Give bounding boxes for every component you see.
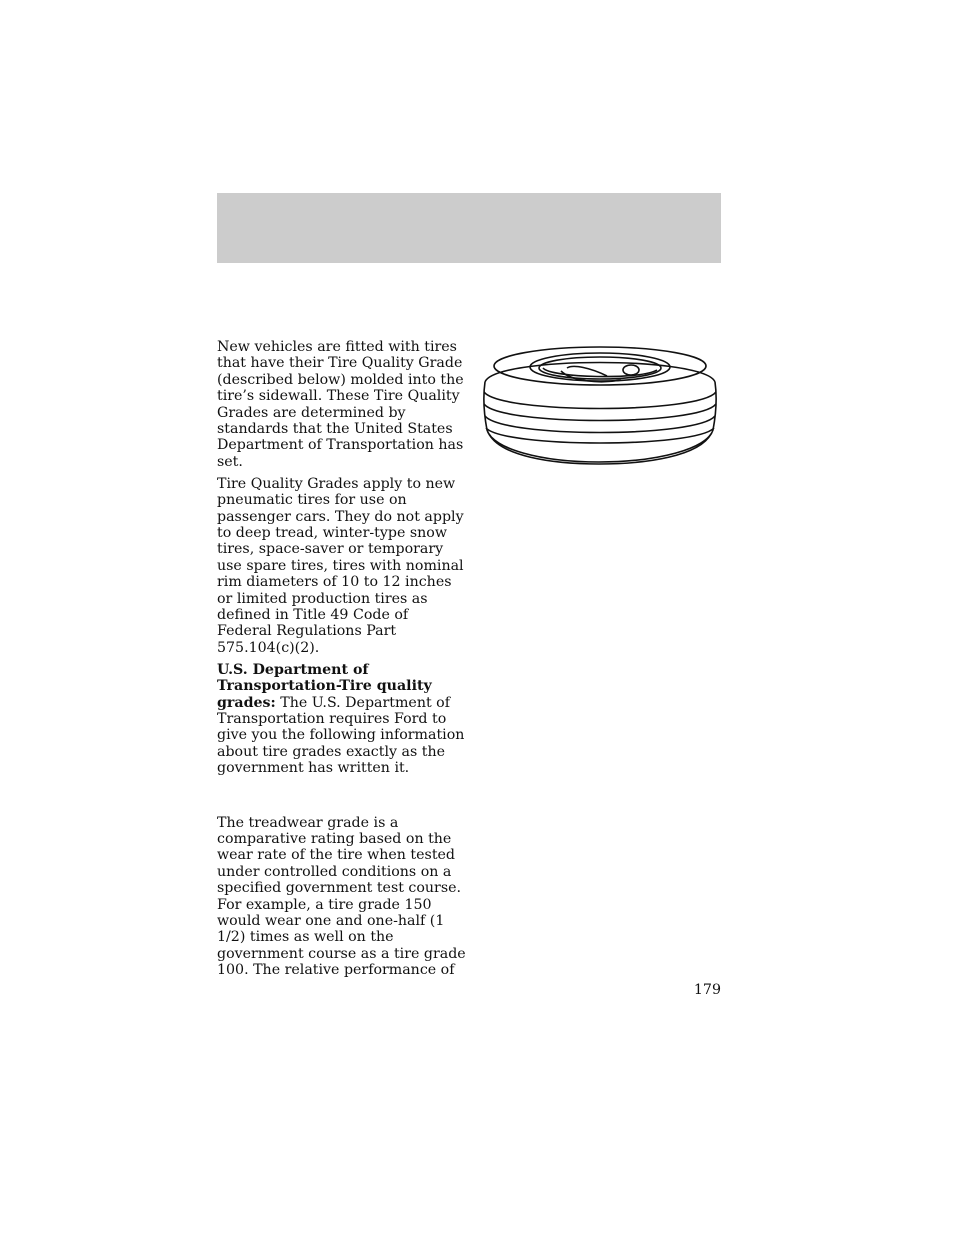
tire-illustration-icon xyxy=(481,344,719,466)
treadwear-paragraph: The treadwear grade is a comparative rating based on the wear rate of the tire when tested under controlled conditions on a specified government test course. For example, a tire grade 150 would wear one and one-half (1 1/2) times as well on the government course as a tire grade 100. The relative performance of xyxy=(217,814,466,979)
dot-grades-text: The U.S. Department of Transportation requires Ford to give you the following information about tire grades exactly as the government has written it. xyxy=(217,694,465,777)
intro-paragraph: New vehicles are fitted with tires that have their Tire Quality Grade (described below) molded into the tire’s sidewall. These Tire Quality Grades are determined by standards that the United States Department of Transportation has set. xyxy=(217,339,464,470)
applicability-paragraph: Tire Quality Grades apply to new pneumatic tires for use on passenger cars. They do not apply to deep tread, winter-type snow tires, space-saver or temporary use spare tires, tires with nominal rim diameters of 10 to 12 inches or limited production tires as defined in Title 49 Code of Federal Regulations Part 575.104(c)(2). xyxy=(217,475,464,656)
page-number: 179 xyxy=(693,982,721,998)
dot-grades-heading: U.S. Department of Transportation-Tire quality grades: xyxy=(217,661,432,711)
section-header-band xyxy=(217,193,721,263)
body-text-column xyxy=(217,339,467,984)
dot-grades-paragraph xyxy=(217,662,467,777)
